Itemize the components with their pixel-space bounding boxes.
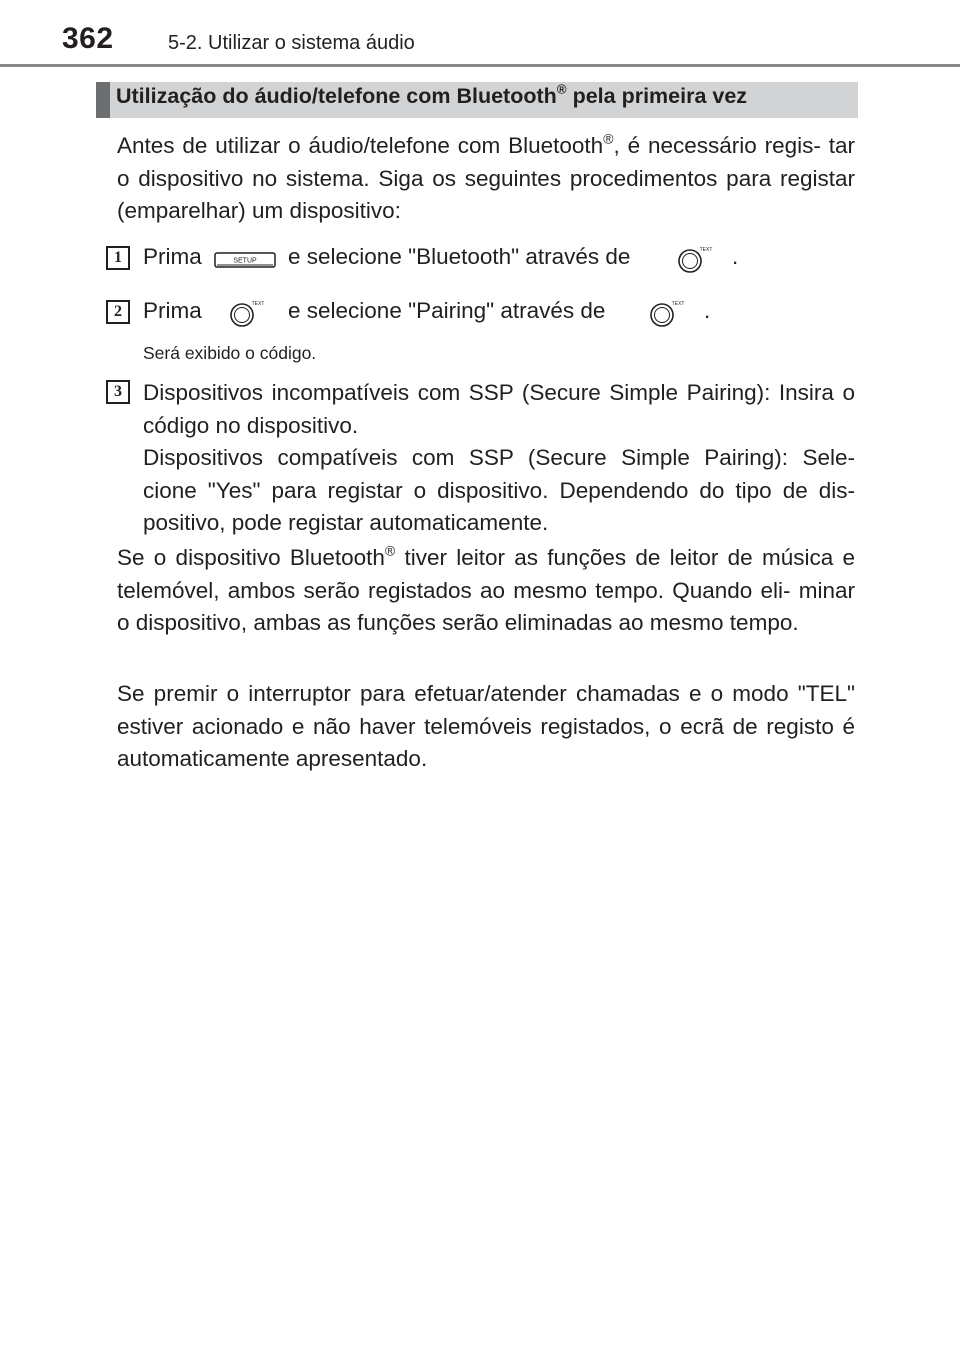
step-1-text: e selecione "Bluetooth" através de	[288, 244, 631, 269]
page-number: 362	[62, 22, 114, 55]
step-3-text-2: Dispositivos compatíveis com SSP (Secure Simple Pairing): Sele- cione "Yes" para registar o dispositivo. Dependendo do tipo de dis- positivo, pode registar automaticamente.	[143, 445, 855, 535]
section-heading: Utilização do áudio/telefone com Bluetooth® pela primeira vez	[116, 81, 748, 108]
step-3-badge: 3	[106, 380, 130, 404]
step-2-period: .	[704, 298, 711, 323]
setup-button-icon	[214, 252, 276, 268]
header-divider	[0, 64, 960, 67]
section-heading-bar	[96, 82, 858, 118]
heading-accent-stripe	[96, 82, 110, 118]
svg-text:TEXT: TEXT	[699, 247, 713, 253]
step-2-badge: 2	[106, 300, 130, 324]
svg-text:TEXT: TEXT	[671, 301, 685, 307]
tune-select-knob-icon	[228, 297, 268, 331]
section-title: 5-2. Utilizar o sistema áudio	[168, 32, 415, 54]
tune-select-knob-icon	[676, 243, 716, 277]
svg-text:SETUP: SETUP	[233, 257, 257, 265]
step-2-text: e selecione "Pairing" através de	[288, 298, 606, 323]
step-1-period: .	[732, 244, 739, 269]
step-1-badge: 1	[106, 246, 130, 270]
tune-select-knob-icon	[648, 297, 688, 331]
intro-paragraph: Antes de utilizar o áudio/telefone com Bluetooth®, é necessário regis- tar o dispositivo no sistema. Siga os seguintes procedimentos para registar (emparelhar) um dispositivo:	[117, 130, 855, 223]
step-3-text-1: Dispositivos incompatíveis com SSP (Secure Simple Pairing): Insira o código no dispositivo.	[143, 380, 855, 438]
tel-paragraph: Se premir o interruptor para efetuar/atender chamadas e o modo "TEL" estiver acionado e não haver telemóveis registados, o ecrã de registo é automaticamente apresentado.	[117, 681, 855, 771]
step-2-prima: Prima	[143, 298, 202, 323]
step-1-prima: Prima	[143, 244, 202, 269]
step-2-note: Será exibido o código.	[143, 343, 317, 363]
bluetooth-paragraph: Se o dispositivo Bluetooth® tiver leitor as funções de leitor de música e telemóvel, ambos serão registados ao mesmo tempo. Quando eli- minar o dispositivo, ambas as funções serão eliminadas ao mesmo tempo.	[117, 542, 855, 635]
svg-text:TEXT: TEXT	[251, 301, 265, 307]
